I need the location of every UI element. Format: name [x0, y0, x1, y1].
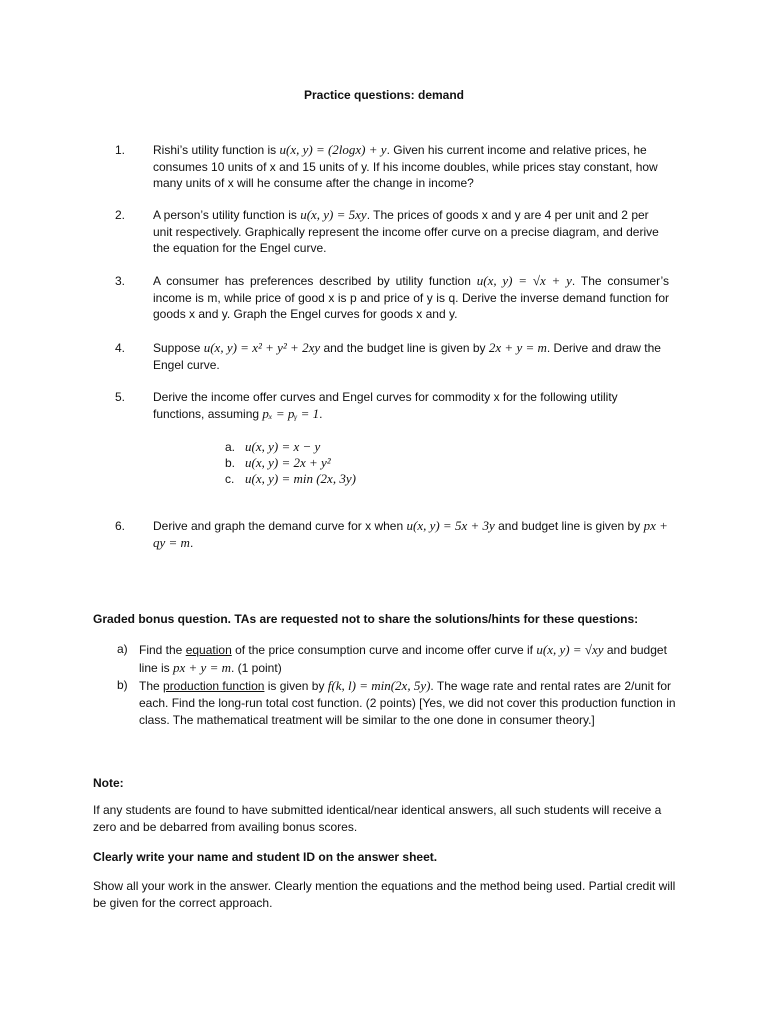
question-number: 2.	[115, 208, 126, 222]
equation: px + qy = m	[153, 518, 668, 550]
equation: pₓ = pᵧ = 1	[262, 405, 320, 421]
page-title: Practice questions: demand	[303, 88, 465, 102]
text: . The prices of goods x and y are 4 per unit and 2 per unit respectively. Graphically represent the income offer curve on a precise diagram, and derive the equation for the Engel curve.	[153, 208, 659, 255]
equation: u(x, y) = 5x + 3y	[406, 518, 495, 533]
equation: u(x, y) = 5xy	[300, 207, 367, 222]
text: Derive and graph the demand curve for x when	[153, 519, 407, 533]
equation: u(x, y) = x − y	[245, 439, 321, 454]
equation: u(x, y) = (2logx) + y	[279, 142, 387, 157]
text: . Derive and draw the Engel curve.	[153, 341, 661, 372]
text: of the price consumption curve and income offer curve if	[231, 643, 537, 657]
subitem-label: b.	[225, 456, 236, 470]
question-text	[153, 142, 669, 192]
text: Find the	[139, 643, 186, 657]
text: and the budget line is given by	[320, 341, 489, 355]
text: . The consumer’s income is m, while price of good x is p and price of y is q. Derive the inverse demand function for goods x and y. Graph the Engel curves for goods x and y.	[153, 274, 670, 321]
text: A consumer has preferences described by utility function	[153, 274, 477, 288]
text: .	[319, 406, 323, 421]
text: . The wage rate and rental rates are 2/unit for each. Find the long-run total cost function. (2 points) [Yes, we did not cover this production function in class. The mathematical treatment will be similar to the one done in consumer theory.]	[139, 679, 676, 727]
text: A person’s utility function is	[153, 208, 301, 222]
subitem-b	[225, 455, 331, 471]
bonus-text	[139, 641, 679, 677]
question-text	[153, 207, 669, 257]
text: . (1 point)	[231, 661, 282, 675]
subitem-label: c.	[225, 472, 235, 486]
question-text	[153, 340, 669, 373]
text: Suppose	[153, 341, 204, 355]
question-number: 3.	[115, 274, 126, 288]
equation: px + y = m	[173, 660, 231, 675]
note-heading: Note:	[93, 776, 124, 790]
question-number: 4.	[115, 341, 126, 355]
text: . Given his current income and relative prices, he consumes 10 units of x and 15 units of y. If his income doubles, while prices stay constant, how many units of x will he consume after the change in income?	[153, 143, 658, 190]
text: The	[139, 679, 164, 693]
subitem-c	[225, 471, 356, 487]
equation: f(k, l) = min(2x, 5y)	[327, 678, 431, 693]
equation: 2x + y = m	[488, 340, 547, 355]
equation: u(x, y) = x² + y² + 2xy	[203, 340, 321, 355]
equation: u(x, y) = √xy	[536, 642, 604, 657]
note-paragraph-2: Clearly write your name and student ID on the answer sheet.	[93, 850, 438, 864]
bonus-label: a)	[117, 642, 128, 656]
question-text	[153, 273, 669, 323]
question-text	[153, 518, 669, 551]
note-paragraph-3: Show all your work in the answer. Clearly mention the equations and the method being used. Partial credit will be given for the correct approach.	[93, 879, 676, 910]
subitem-a	[225, 439, 320, 455]
text: Derive the income offer curves and Engel curves for commodity x for the following utility functions, assuming	[153, 390, 618, 421]
underlined-term: equation	[185, 643, 232, 657]
question-number: 6.	[115, 519, 126, 533]
text: .	[189, 535, 194, 550]
bonus-text	[139, 677, 679, 729]
text: Rishi’s utility function is	[153, 143, 280, 157]
equation: u(x, y) = √x + y	[476, 273, 572, 288]
text: is given by	[264, 679, 328, 693]
equation: u(x, y) = min (2x, 3y)	[245, 471, 356, 486]
text: and budget line is	[139, 643, 667, 675]
note-paragraph-1: If any students are found to have submitted identical/near identical answers, all such students will receive a zero and be debarred from availing bonus scores.	[93, 803, 662, 834]
text: and budget line is given by	[494, 519, 644, 533]
question-number: 5.	[115, 390, 126, 404]
underlined-term: production function	[163, 679, 265, 693]
subitem-label: a.	[225, 440, 236, 454]
question-number: 1.	[115, 143, 126, 157]
bonus-label: b)	[117, 678, 128, 692]
equation: u(x, y) = 2x + y²	[245, 455, 331, 470]
bonus-heading: Graded bonus question. TAs are requested not to share the solutions/hints for these questions:	[93, 612, 639, 626]
question-text	[153, 389, 669, 422]
